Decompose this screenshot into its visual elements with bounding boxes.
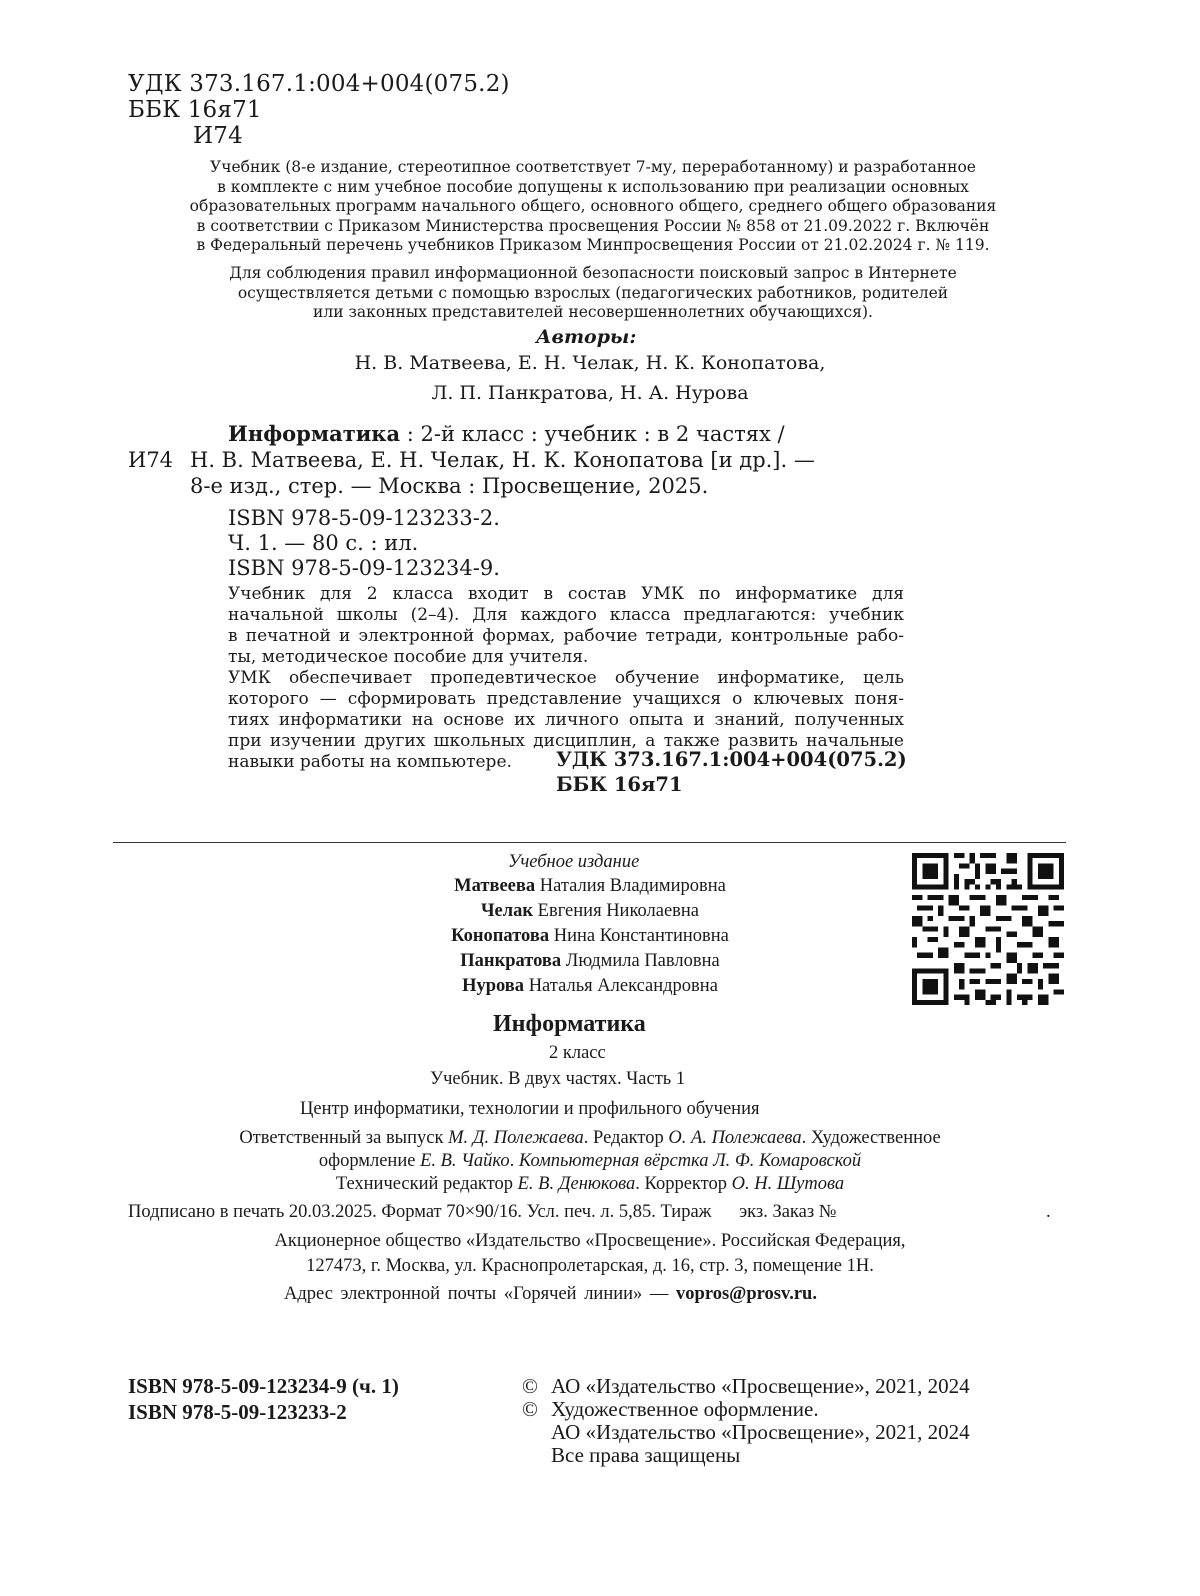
authors-list [240,348,940,408]
annotation-line: навыки работы на компьютере. [228,752,512,772]
staff-person: М. Д. Полежаева [448,1128,584,1148]
publisher-line: Акционерное общество «Издательство «Просвещение». Российская Федерация, [274,1231,906,1251]
person-surname: Матвеева [454,876,536,896]
safety-line: осуществляется детьми с помощью взрослых (педагогических работников, родителей [237,283,949,302]
bib-line-3: 8-е изд., стер. — Москва : Просвещение, 2025. [190,474,709,498]
person-name: Нина Константиновна [553,926,729,946]
staff-text: Ответственный за выпуск [239,1128,449,1148]
staff-person: О. Н. Шутова [731,1174,845,1194]
book-title: Информатика [493,1011,646,1037]
center-label: Центр информатики, технологии и профильного обучения [300,1099,760,1119]
staff-person: О. А. Полежаева [668,1128,802,1148]
person-row [300,874,880,899]
staff-text: . Художественное [801,1128,941,1148]
person-surname: Конопатова [451,926,550,946]
authors-line: Л. П. Панкратова, Н. А. Нурова [431,382,749,404]
staff-text: . [509,1151,519,1171]
bib-isbn-1: ISBN 978-5-09-123233-2. [228,506,500,530]
person-surname: Панкратова [460,951,562,971]
person-row [300,949,880,974]
bib-line-1 [228,421,903,447]
staff-text: оформление [318,1151,421,1171]
annotation-line: УМК обеспечивает пропедевтическое обучение информатике, цель [228,668,904,688]
copyright-line: АО «Издательство «Просвещение», 2021, 2024 [551,1374,970,1398]
bib-line-2: Н. В. Матвеева, Е. Н. Челак, Н. К. Конопатова [и др.]. — [190,448,815,472]
publisher-line: 127473, г. Москва, ул. Краснопролетарская, д. 16, стр. 3, помещение 1Н. [306,1256,874,1276]
person-name: Наталия Владимировна [539,876,726,896]
isbn-part1: ISBN 978-5-09-123234-9 (ч. 1) [128,1374,399,1398]
publisher-info [140,1229,1040,1279]
bib-title: Информатика [228,421,401,446]
approval-line: в Федеральный перечень учебников Приказом Минпросвещения России от 21.02.2024 г. № 119. [196,236,990,254]
person-surname: Челак [480,901,534,921]
annotation [228,584,904,773]
author-mark: И74 [193,123,243,149]
person-name: Наталья Александровна [528,976,718,996]
staff-person: Е. В. Денюкова [517,1174,636,1194]
staff-line [90,1149,1090,1174]
imprint-people [300,874,880,999]
copyright-symbol: © [522,1374,538,1398]
staff-person: Компьютерная вёрстка Л. Ф. Комаровской [518,1151,862,1171]
bbk-code-bottom: ББК 16я71 [556,773,683,796]
divider [113,842,1066,843]
staff-line [90,1126,1090,1151]
person-name: Евгения Николаевна [537,901,700,921]
staff-text: . Корректор [635,1174,732,1194]
staff-credits [90,1126,1090,1197]
print-info: Подписано в печать 20.03.2025. Формат 70×90/16. Усл. печ. л. 5,85. Тираж экз. Заказ № [128,1202,837,1222]
approval-line: Учебник (8-е издание, стереотипное соответствует 7-му, переработанному) и разработанное [210,158,976,176]
email-label: Адрес электронной почты «Горячей линии» — [284,1284,677,1304]
authors-line: Н. В. Матвеева, Е. Н. Челак, Н. К. Конопатова, [354,352,826,374]
email-address: vopros@prosv.ru. [676,1284,817,1304]
isbn-set: ISBN 978-5-09-123233-2 [128,1400,347,1424]
annotation-line: при изучении других школьных дисциплин, а также развить начальные [228,731,904,751]
bib-part: Ч. 1. — 80 с. : ил. [228,531,419,555]
approval-line: в соответствии с Приказом Министерства просвещения России № 858 от 21.09.2022 г. Включён [196,216,990,235]
safety-line: или законных представителей несовершеннолетних обучающихся). [313,303,873,321]
staff-person: Е. В. Чайко [420,1151,510,1171]
udk-code-bottom: УДК 373.167.1:004+004(075.2) [556,748,907,771]
book-subtitle: Учебник. В двух частях. Часть 1 [430,1069,686,1089]
safety-line: Для соблюдения правил информационной безопасности поисковый запрос в Интернете [229,264,957,282]
approval-text [128,158,1058,256]
person-surname: Нурова [462,976,525,996]
hotline-email [284,1284,817,1305]
qr-code-icon [912,853,1064,1005]
bib-isbn-2: ISBN 978-5-09-123234-9. [228,556,500,580]
person-row [300,899,880,924]
copyright-symbol: © [522,1397,538,1421]
annotation-line: начальной школы (2–4). Для каждого класса предлагаются: учебник [228,605,904,625]
udk-code: УДК 373.167.1:004+004(075.2) [128,71,510,97]
annotation-line: в печатной и электронной формах, рабочие тетради, контрольные рабо- [228,626,904,646]
grade-label: 2 класс [549,1043,606,1063]
rights-reserved: Все права защищены [551,1443,741,1467]
safety-notice [128,264,1058,323]
annotation-line: ты, методическое пособие для учителя. [228,647,589,667]
annotation-line: которого — сформировать представление учащихся о ключевых поня- [228,689,904,709]
person-name: Людмила Павловна [565,951,720,971]
edition-kind: Учебное издание [508,852,640,872]
annotation-line: Учебник для 2 класса входит в состав УМК по информатике для [228,584,904,604]
copyright-line: АО «Издательство «Просвещение», 2021, 2024 [551,1420,970,1444]
person-row [300,974,880,999]
bbk-code: ББК 16я71 [128,97,262,123]
copyright-line: Художественное оформление. [551,1397,819,1421]
print-info-dot: . [1046,1202,1051,1222]
staff-text: . Редактор [583,1128,669,1148]
staff-line [90,1172,1090,1197]
authors-heading: Авторы: [536,326,637,348]
person-row [300,924,880,949]
approval-line: образовательных программ начального общего, основного общего, среднего общего образования [189,197,997,215]
bib-title-rest: : 2-й класс : учебник : в 2 частях / [400,422,785,446]
approval-line: в комплекте с ним учебное пособие допущены к использованию при реализации основных [217,177,969,196]
staff-text: Технический редактор [335,1174,518,1194]
annotation-line: тиях информатики на основе их личного опыта и знаний, полученных [228,710,904,730]
bib-mark: И74 [128,448,174,472]
